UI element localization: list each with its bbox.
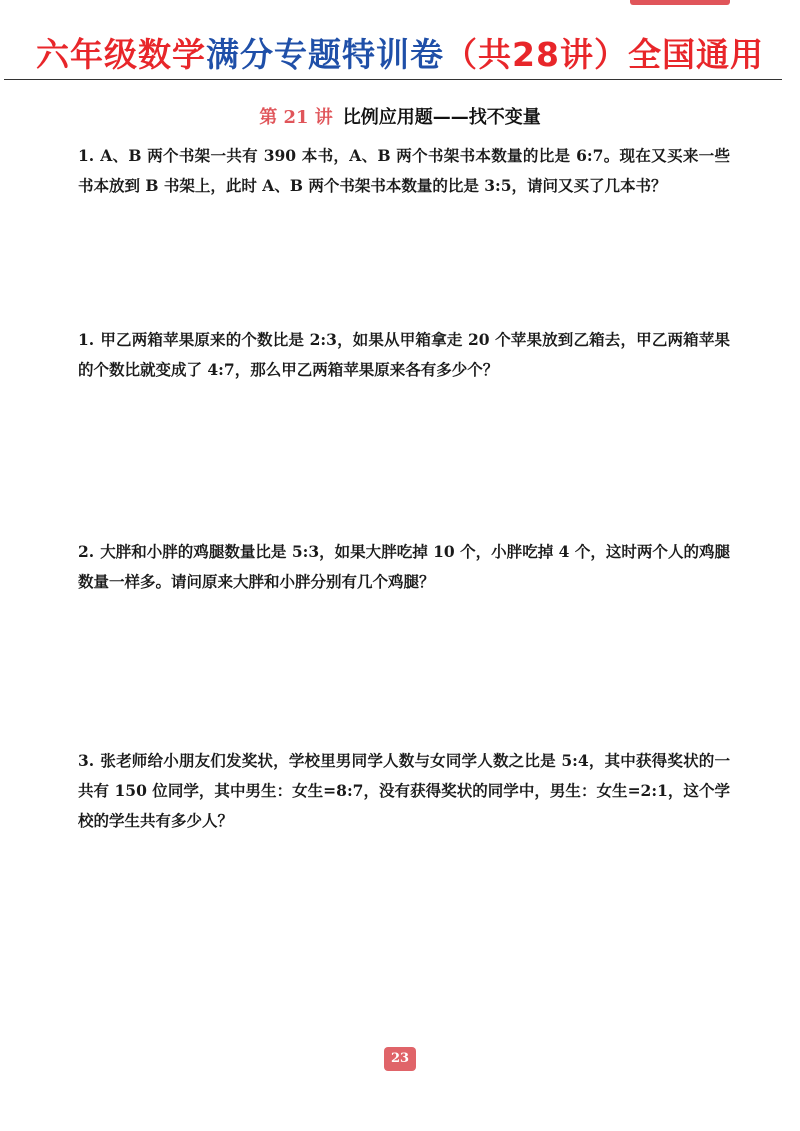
banner-divider [4, 79, 782, 80]
problem-text: 甲乙两箱苹果原来的个数比是 2:3，如果从甲箱拿走 20 个苹果放到乙箱去，甲乙两箱苹果的个数比就变成了 4:7，那么甲乙两箱苹果原来各有多少个？ [78, 330, 730, 379]
page-number-badge: 23 [384, 1047, 416, 1071]
problem-1 [78, 141, 730, 201]
problem-text: 大胖和小胖的鸡腿数量比是 5:3，如果大胖吃掉 10 个，小胖吃掉 4 个，这时两个人的鸡腿数量一样多。请问原来大胖和小胖分别有几个鸡腿？ [78, 542, 730, 591]
problem-4 [78, 746, 730, 836]
lecture-title [0, 104, 800, 132]
lecture-topic: 比例应用题——找不变量 [342, 107, 541, 128]
banner-grade-subject: 六年级数学 [36, 35, 207, 74]
lecture-number: 第 21 讲 [259, 107, 333, 128]
problem-number: 1. [78, 330, 95, 349]
document-banner [0, 30, 800, 80]
problem-number: 2. [78, 542, 95, 561]
top-accent-bar [630, 0, 730, 5]
problem-number: 1. [78, 146, 95, 165]
problem-text: A、B 两个书架一共有 390 本书，A、B 两个书架书本数量的比是 6:7。现在又买来一些书本放到 B 书架上，此时 A、B 两个书架书本数量的比是 3:5，请问又买了几本书？ [78, 146, 730, 195]
problem-2 [78, 325, 730, 385]
problem-number: 3. [78, 751, 95, 770]
banner-series-scope: （共28讲）全国通用 [444, 35, 764, 74]
problem-text: 张老师给小朋友们发奖状，学校里男同学人数与女同学人数之比是 5:4，其中获得奖状的一共有 150 位同学，其中男生：女生=8:7，没有获得奖状的同学中，男生：女生=2:1，这个学校的学生共有多少人？ [78, 751, 730, 830]
problem-3 [78, 537, 730, 597]
banner-series-name: 满分专题特训卷 [206, 35, 445, 74]
